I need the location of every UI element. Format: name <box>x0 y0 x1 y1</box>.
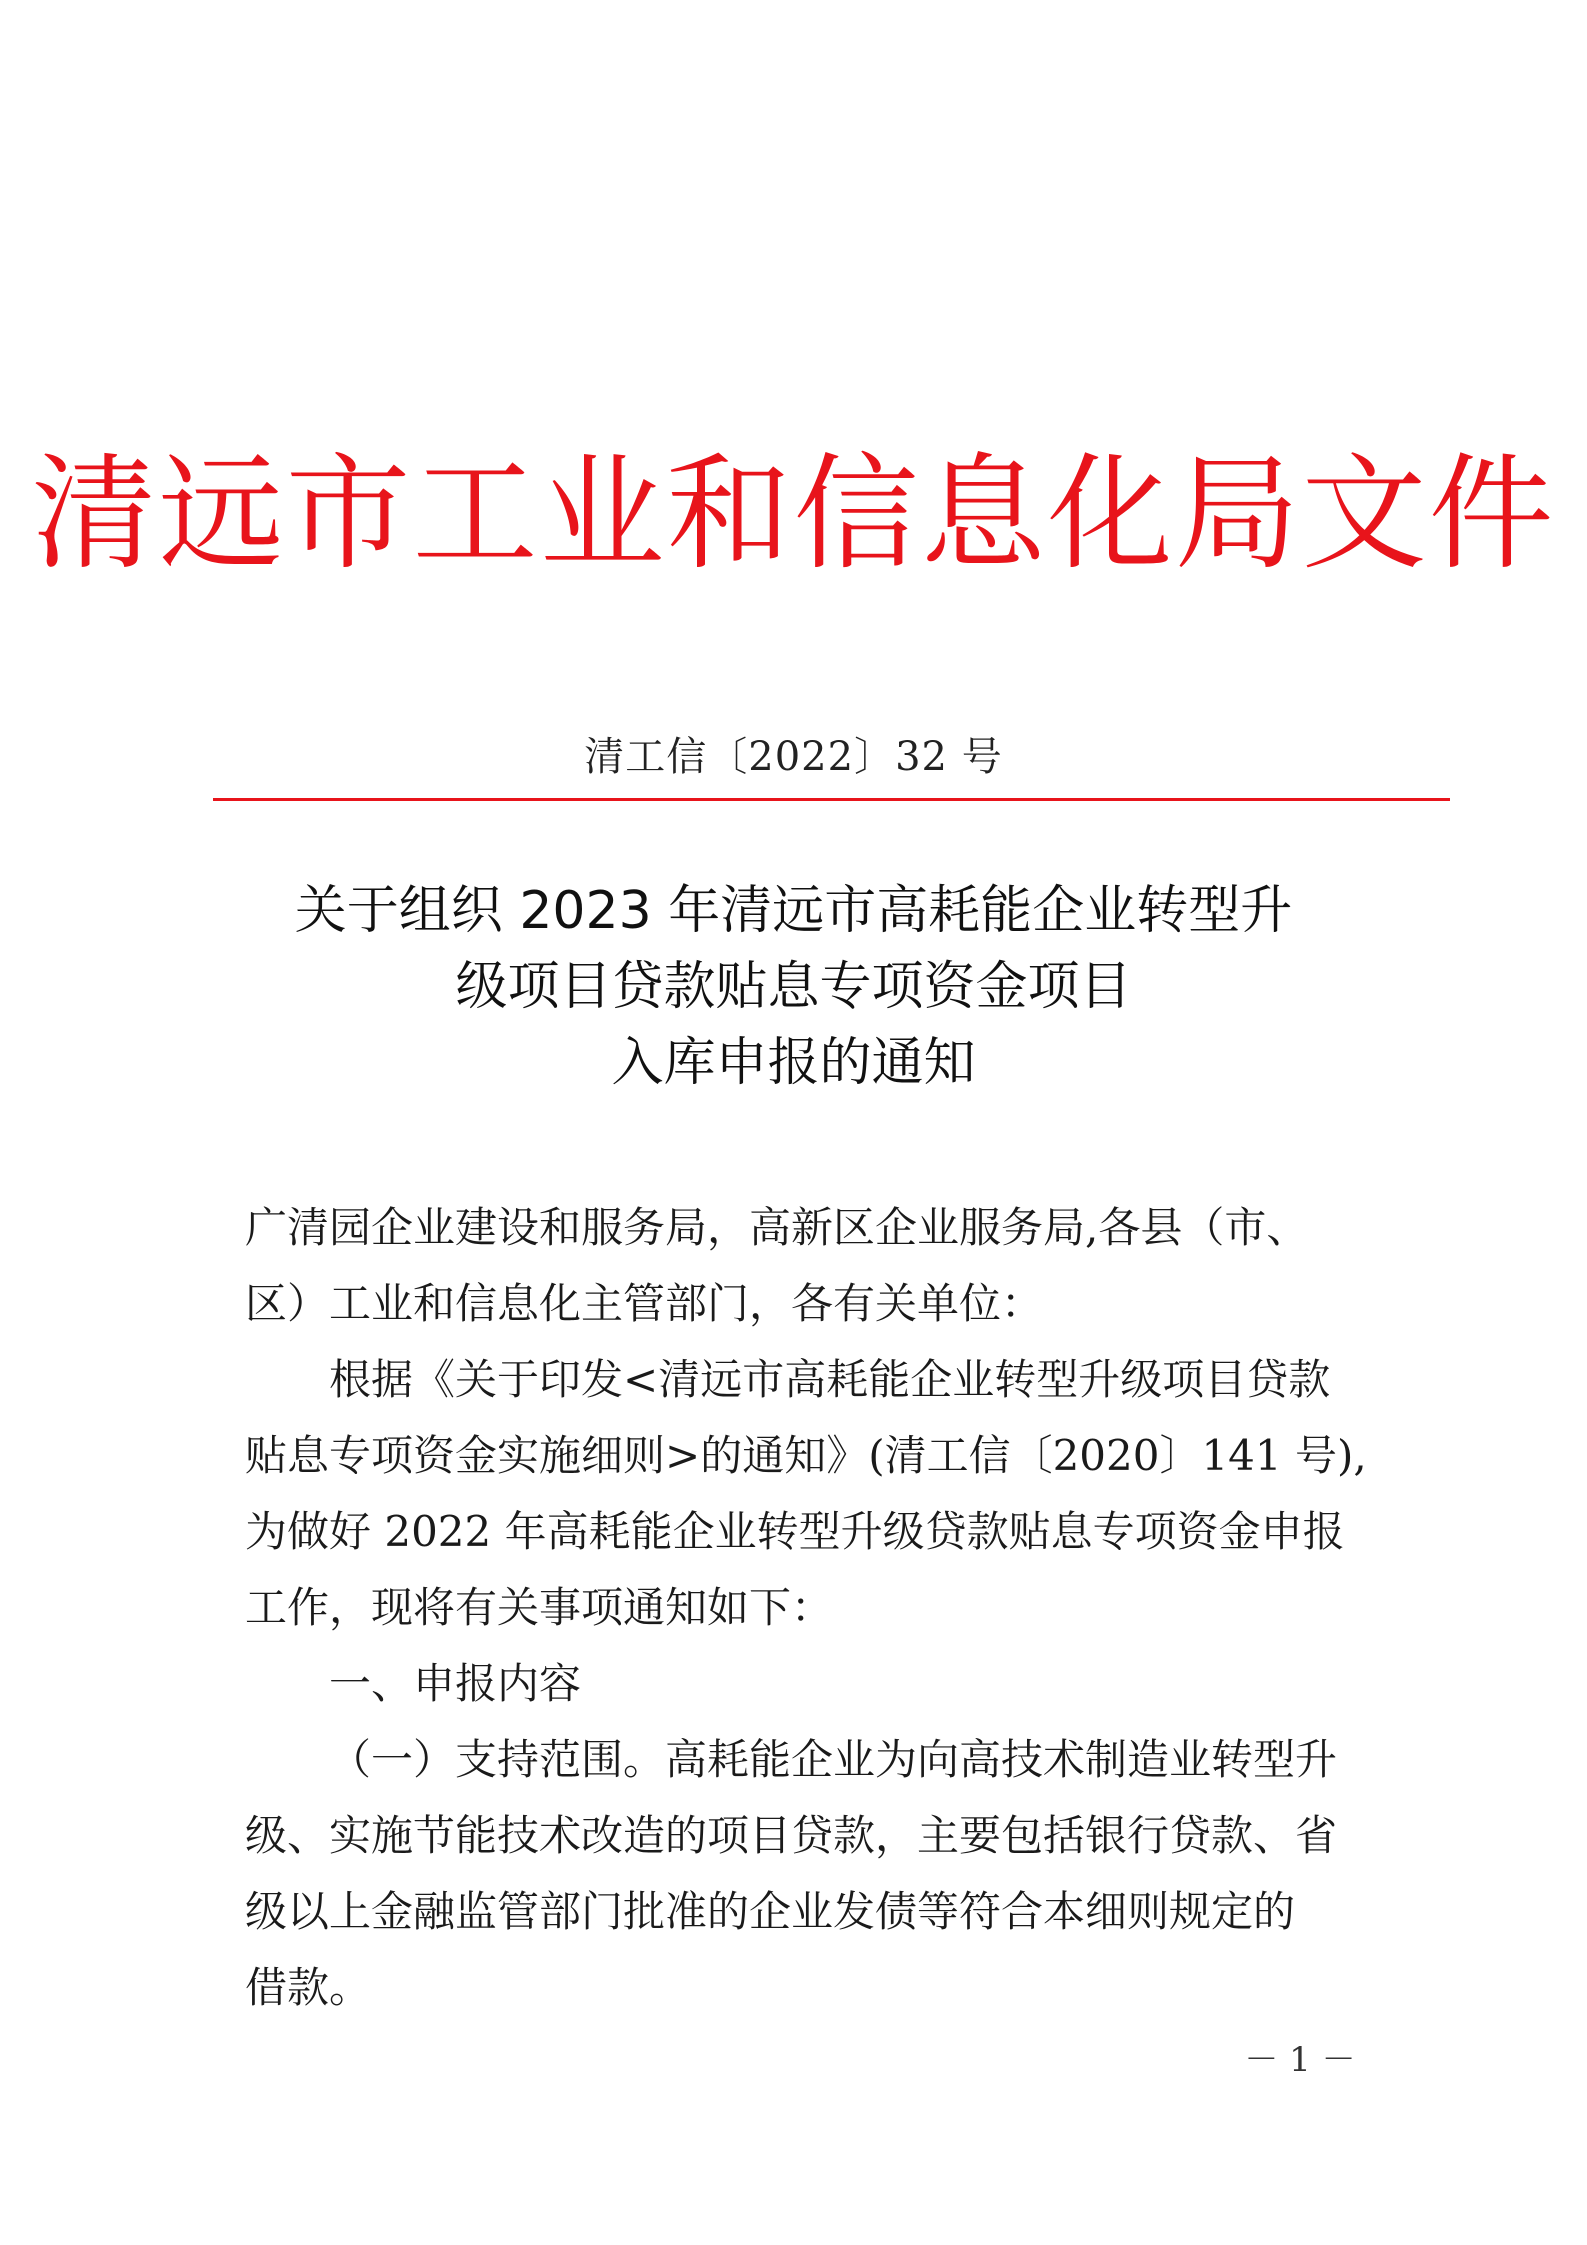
intro-line: 贴息专项资金实施细则>的通知》(清工信〔2020〕141 号), <box>245 1431 1367 1480</box>
paragraph-line: 借款。 <box>245 1963 372 2012</box>
red-divider-line <box>213 798 1450 801</box>
notice-body <box>245 1190 1367 2026</box>
document-number: 清工信〔2022〕32 号 <box>584 734 1003 780</box>
paragraph-line: 级、实施节能技术改造的项目贷款，主要包括银行贷款、省 <box>245 1811 1338 1860</box>
document-masthead: 清远市工业和信息化局文件 <box>31 442 1556 587</box>
title-line: 关于组织 2023 年清远市高耗能企业转型升 <box>294 881 1293 941</box>
section-heading: 一、申报内容 <box>329 1659 582 1708</box>
intro-line: 根据《关于印发<清远市高耗能企业转型升级项目贷款 <box>329 1355 1331 1404</box>
intro-line: 工作，现将有关事项通知如下： <box>245 1583 834 1632</box>
addressee-line: 广清园企业建设和服务局，高新区企业服务局,各县（市、 <box>245 1203 1309 1252</box>
title-line: 级项目贷款贴息专项资金项目 <box>455 957 1132 1017</box>
notice-title <box>0 873 1587 1101</box>
intro-line: 为做好 2022 年高耗能企业转型升级贷款贴息专项资金申报 <box>245 1507 1345 1556</box>
page-number: － 1 － <box>1244 2040 1356 2080</box>
addressee-line: 区）工业和信息化主管部门，各有关单位： <box>245 1279 1044 1328</box>
paragraph-line: 级以上金融监管部门批准的企业发债等符合本细则规定的 <box>245 1887 1296 1936</box>
title-line: 入库申报的通知 <box>611 1033 976 1093</box>
paragraph-line: （一）支持范围。高耗能企业为向高技术制造业转型升 <box>329 1735 1338 1784</box>
